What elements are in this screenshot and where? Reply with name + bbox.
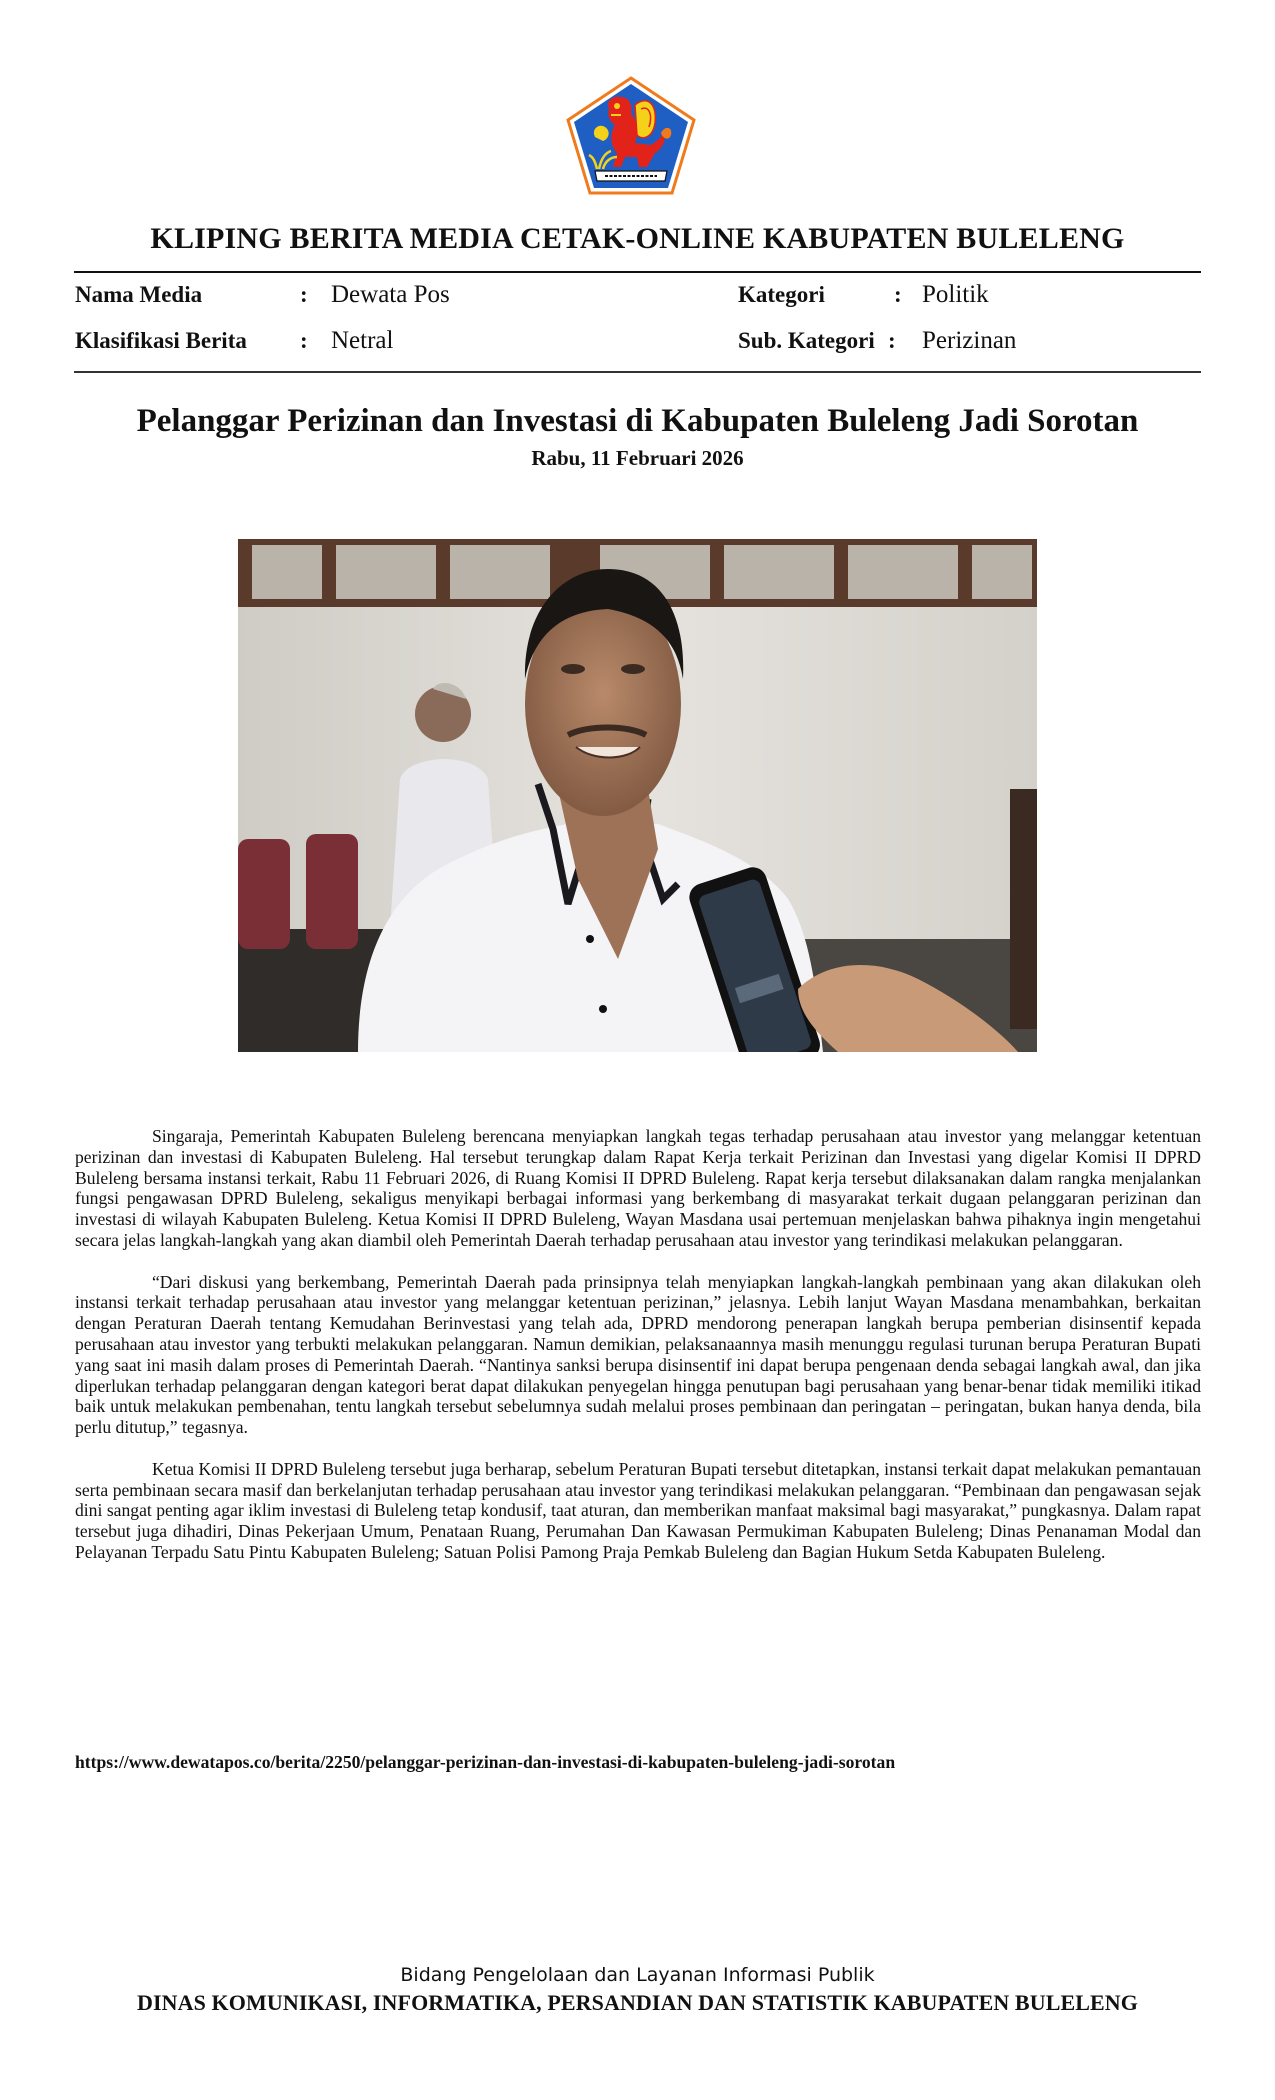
article-paragraph-1: Singaraja, Pemerintah Kabupaten Buleleng berencana menyiapkan langkah tegas terhadap perusahaan atau investor yang melanggar ketentuan perizinan dan investasi di Kabupaten Buleleng. Hal tersebut terungkap dalam Rapat Kerja terkait Perizinan dan Investasi yang digelar Komisi II DPRD Buleleng bersama instansi terkait, Rabu 11 Februari 2026, di Ruang Komisi II DPRD Buleleng. Rapat kerja tersebut dilaksanakan dalam rangka menjalankan fungsi pengawasan DPRD Buleleng, sekaligus menyikapi berbagai informasi yang berkembang di masyarakat terkait dugaan pelanggaran perizinan dan investasi di wilayah Kabupaten Buleleng. Ketua Komisi II DPRD Buleleng, Wayan Masdana usai pertemuan menjelaskan bahwa pihaknya ingin mengetahui secara jelas langkah-langkah yang akan diambil oleh Pemerintah Daerah terhadap perusahaan atau investor yang terindikasi melakukan pelanggaran. xyxy=(75,1126,1201,1250)
category-label: Kategori xyxy=(738,282,825,307)
news-photo-icon xyxy=(238,539,1037,1052)
buleleng-emblem-logo xyxy=(565,75,697,197)
footer-agency: DINAS KOMUNIKASI, INFORMATIKA, PERSANDIAN DAN STATISTIK KABUPATEN BULELENG xyxy=(137,1990,1138,2015)
article-body xyxy=(75,1126,1201,1584)
article-photo xyxy=(238,539,1037,1052)
classification-value: Netral xyxy=(331,327,394,354)
classification-colon: : xyxy=(300,328,308,353)
category-colon: : xyxy=(894,282,902,307)
header-top-rule xyxy=(74,271,1201,273)
article-paragraph-2: “Dari diskusi yang berkembang, Pemerintah Daerah pada prinsipnya telah menyiapkan langkah-langkah pembinaan yang akan dilakukan oleh instansi terkait terhadap perusahaan atau investor yang melanggar ketentuan perizinan,” jelasnya. Lebih lanjut Wayan Masdana menambahkan, berkaitan dengan Peraturan Daerah tentang Kemudahan Berinvestasi yang telah ada, DPRD mendorong penerapan langkah berupa pemberian disinsentif kepada perusahaan atau investor yang terbukti melakukan pelanggaran. Namun demikian, pelaksanaannya masih menunggu regulasi turunan berupa Peraturan Bupati yang saat ini masih dalam proses di Pemerintah Daerah. “Nantinya sanksi berupa disinsentif ini dapat berupa pengenaan denda sebagai langkah awal, dan jika diperlukan terhadap pelanggaran dengan kategori berat dapat dilakukan penyegelan hingga penutupan bagi perusahaan yang benar-benar tidak memiliki itikad baik untuk melakukan pembenahan, tentu langkah tersebut sebelumnya sudah melalui proses pembinaan dan peringatan – peringatan, bukan hanya denda, bila perlu ditutup,” tegasnya. xyxy=(75,1271,1201,1438)
emblem-icon xyxy=(565,75,697,197)
subcategory-colon: : xyxy=(888,328,896,353)
media-value: Dewata Pos xyxy=(331,281,450,308)
subcategory-label: Sub. Kategori xyxy=(738,328,875,353)
article-title: Pelanggar Perizinan dan Investasi di Kabupaten Buleleng Jadi Sorotan xyxy=(136,403,1139,439)
document-title: KLIPING BERITA MEDIA CETAK-ONLINE KABUPATEN BULELENG xyxy=(150,222,1125,255)
media-colon: : xyxy=(300,282,308,307)
category-value: Politik xyxy=(922,281,989,308)
subcategory-value: Perizinan xyxy=(922,327,1017,354)
article-date: Rabu, 11 Februari 2026 xyxy=(531,446,744,470)
footer-department: Bidang Pengelolaan dan Layanan Informasi Publik xyxy=(400,1964,875,1986)
classification-label: Klasifikasi Berita xyxy=(75,328,247,353)
media-label: Nama Media xyxy=(75,282,203,307)
article-paragraph-3: Ketua Komisi II DPRD Buleleng tersebut juga berharap, sebelum Peraturan Bupati tersebut ditetapkan, instansi terkait dapat melakukan pemantauan serta pembinaan secara masif dan berkelanjutan terhadap perusahaan atau investor yang terindikasi melakukan pelanggaran. “Pembinaan dan pengawasan sejak dini sangat penting agar iklim investasi di Buleleng tetap kondusif, taat aturan, dan memberikan manfaat maksimal bagi masyarakat,” pungkasnya. Dalam rapat tersebut juga dihadiri, Dinas Pekerjaan Umum, Penataan Ruang, Perumahan Dan Kawasan Permukiman Kabupaten Buleleng; Dinas Penanaman Modal dan Pelayanan Terpadu Satu Pintu Kabupaten Buleleng; Satuan Polisi Pamong Praja Pemkab Buleleng dan Bagian Hukum Setda Kabupaten Buleleng. xyxy=(75,1458,1201,1562)
header-bottom-rule xyxy=(74,371,1201,373)
source-url-link[interactable]: https://www.dewatapos.co/berita/2250/pelanggar-perizinan-dan-investasi-di-kabupaten-buleleng-jadi-sorotan xyxy=(75,1752,896,1772)
